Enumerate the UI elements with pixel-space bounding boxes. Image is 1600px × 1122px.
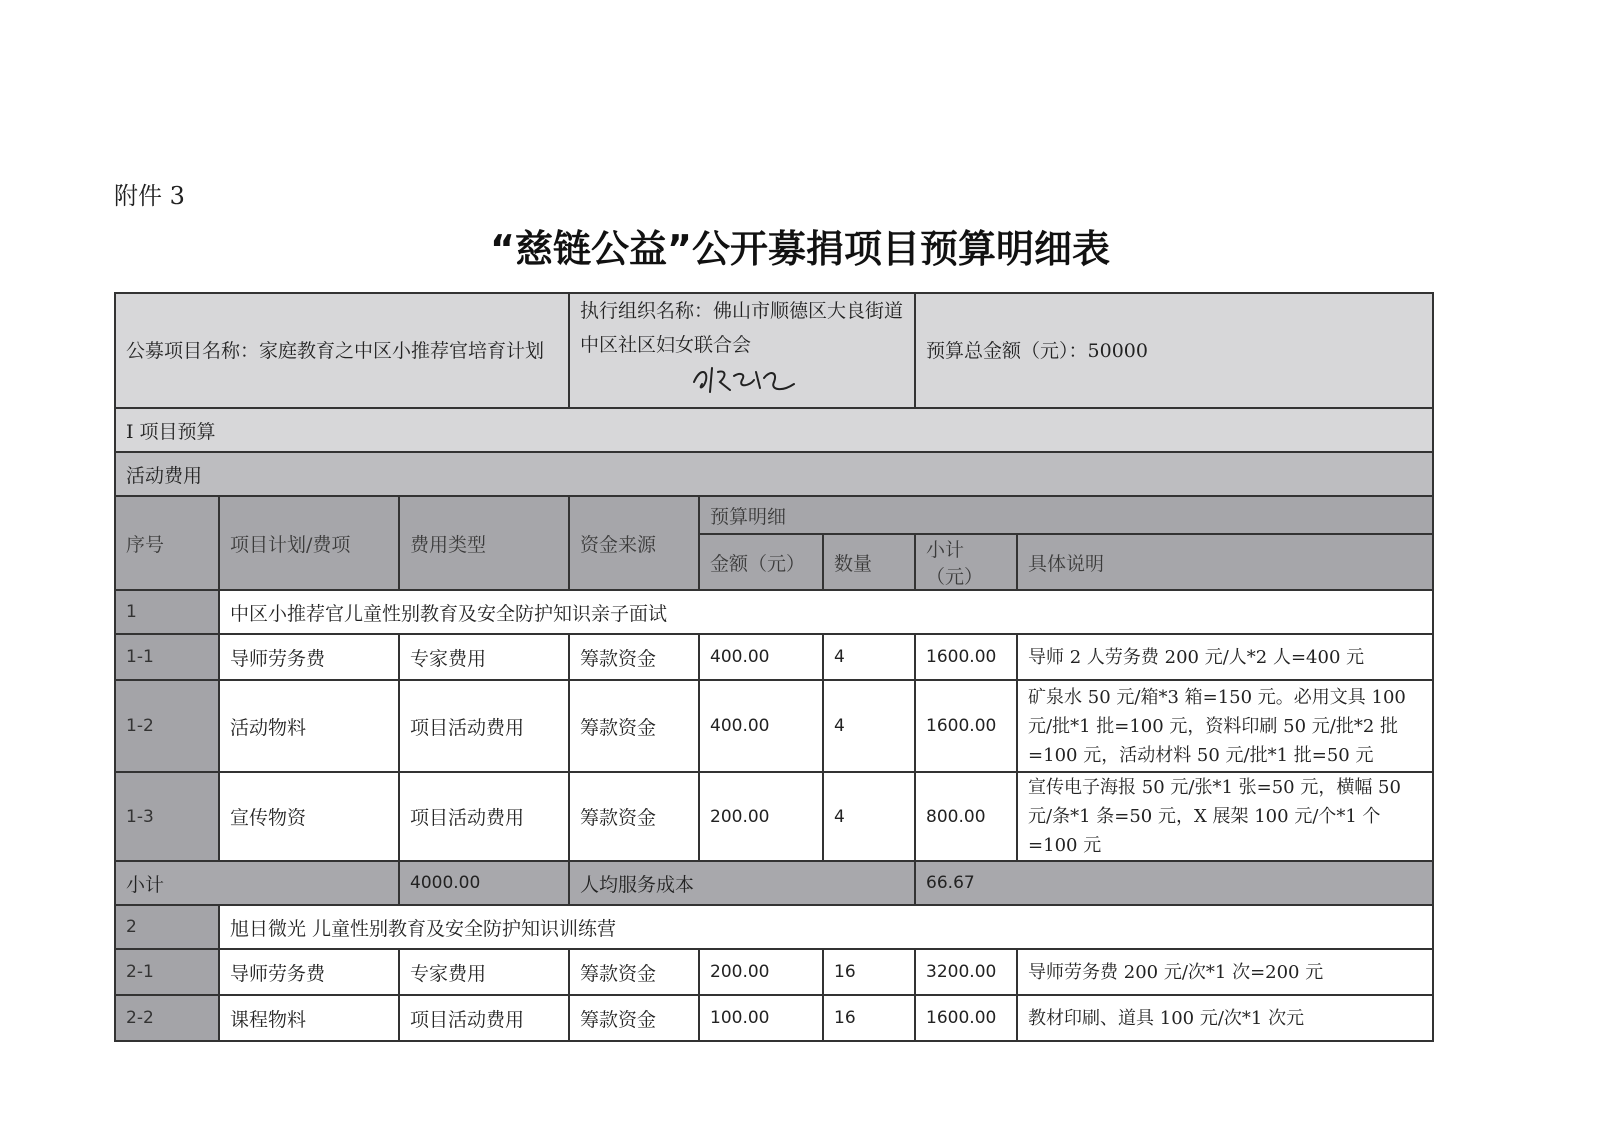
- row-subtotal: 800.00: [915, 772, 1017, 861]
- row-description: 宣传电子海报 50 元/张*1 张=50 元，横幅 50 元/条*1 条=50 元，X 展架 100 元/个*1 个=100 元: [1017, 772, 1433, 861]
- per-capita-value: 66.67: [915, 861, 1433, 905]
- row-source: 筹款资金: [569, 772, 699, 861]
- project-name-cell: [115, 293, 569, 408]
- header-amount: 金额（元）: [699, 534, 823, 590]
- row-type: 项目活动费用: [399, 995, 569, 1041]
- row-index: 2-2: [115, 995, 219, 1041]
- row-type: 项目活动费用: [399, 680, 569, 772]
- row-amount: 400.00: [699, 680, 823, 772]
- row-item: 课程物料: [219, 995, 399, 1041]
- row-description: 导师 2 人劳务费 200 元/人*2 人=400 元: [1017, 634, 1433, 680]
- row-type: 专家费用: [399, 949, 569, 995]
- table-row: [115, 772, 1433, 861]
- row-qty: 16: [823, 995, 915, 1041]
- table-row: [115, 995, 1433, 1041]
- subtotal-value: 4000.00: [399, 861, 569, 905]
- section-budget: I 项目预算: [115, 408, 1433, 452]
- row-qty: 4: [823, 680, 915, 772]
- budget-total-cell: [915, 293, 1433, 408]
- header-description: 具体说明: [1017, 534, 1433, 590]
- group1-title: 中区小推荐官儿童性别教育及安全防护知识亲子面试: [219, 590, 1433, 634]
- row-description: 矿泉水 50 元/箱*3 箱=150 元。必用文具 100 元/批*1 批=100 元，资料印刷 50 元/批*2 批=100 元，活动材料 50 元/批*1 批=50 元: [1017, 680, 1433, 772]
- budget-total: 预算总金额（元）：50000: [926, 339, 1148, 362]
- row-index: 1-3: [115, 772, 219, 861]
- row-item: 导师劳务费: [219, 634, 399, 680]
- row-item: 导师劳务费: [219, 949, 399, 995]
- header-qty: 数量: [823, 534, 915, 590]
- row-description: 教材印刷、道具 100 元/次*1 次元: [1017, 995, 1433, 1041]
- row-source: 筹款资金: [569, 949, 699, 995]
- subtotal-label: 小计: [115, 861, 399, 905]
- row-subtotal: 1600.00: [915, 680, 1017, 772]
- row-amount: 200.00: [699, 949, 823, 995]
- row-index: 1-2: [115, 680, 219, 772]
- page-title: “慈链公益”公开募捐项目预算明细表: [490, 227, 1110, 271]
- budget-table: [114, 292, 1434, 1042]
- header-detail: 预算明细: [699, 496, 1433, 534]
- table-row: [115, 680, 1433, 772]
- header-subtotal: 小计（元）: [915, 534, 1017, 590]
- row-qty: 4: [823, 772, 915, 861]
- row-subtotal: 1600.00: [915, 995, 1017, 1041]
- group2-title: 旭日微光 儿童性别教育及安全防护知识训练营: [219, 905, 1433, 949]
- row-index: 2-1: [115, 949, 219, 995]
- org-name-cell: [569, 293, 915, 408]
- row-source: 筹款资金: [569, 634, 699, 680]
- row-amount: 100.00: [699, 995, 823, 1041]
- table-row: [115, 634, 1433, 680]
- row-type: 专家费用: [399, 634, 569, 680]
- header-type: 费用类型: [399, 496, 569, 590]
- header-item: 项目计划/费项: [219, 496, 399, 590]
- per-capita-label: 人均服务成本: [569, 861, 915, 905]
- signature: [690, 362, 800, 407]
- row-source: 筹款资金: [569, 995, 699, 1041]
- row-item: 活动物料: [219, 680, 399, 772]
- row-subtotal: 1600.00: [915, 634, 1017, 680]
- table-row: [115, 949, 1433, 995]
- org-name: 执行组织名称：佛山市顺德区大良街道中区社区妇女联合会: [580, 300, 904, 356]
- row-qty: 4: [823, 634, 915, 680]
- row-amount: 200.00: [699, 772, 823, 861]
- header-index: 序号: [115, 496, 219, 590]
- subtotal-row: [115, 861, 1433, 905]
- header-source: 资金来源: [569, 496, 699, 590]
- row-type: 项目活动费用: [399, 772, 569, 861]
- row-item: 宣传物资: [219, 772, 399, 861]
- row-qty: 16: [823, 949, 915, 995]
- group2-index: 2: [115, 905, 219, 949]
- section-activity: 活动费用: [115, 452, 1433, 496]
- row-description: 导师劳务费 200 元/次*1 次=200 元: [1017, 949, 1433, 995]
- row-amount: 400.00: [699, 634, 823, 680]
- row-source: 筹款资金: [569, 680, 699, 772]
- row-subtotal: 3200.00: [915, 949, 1017, 995]
- project-name: 公募项目名称：家庭教育之中区小推荐官培育计划: [126, 339, 545, 362]
- attachment-label: 附件 3: [114, 182, 185, 210]
- row-index: 1-1: [115, 634, 219, 680]
- group1-index: 1: [115, 590, 219, 634]
